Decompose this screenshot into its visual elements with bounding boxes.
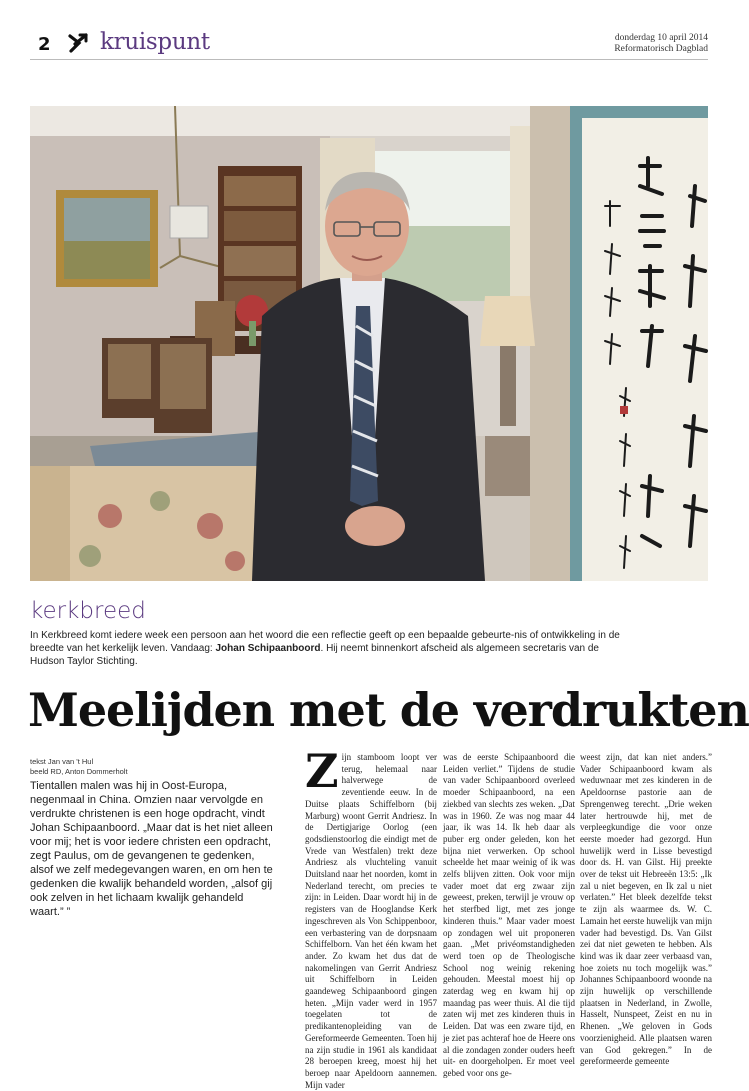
article-column-1: [305, 744, 437, 1091]
rubric-intro-name: Johan Schipaanboord: [215, 643, 321, 654]
page-header: [30, 30, 708, 60]
article-lead: Tientallen malen was hij in Oost-Europa, negenmaal in China. Omzien naar vervolgde en verdrukte christenen is een hoge opdracht, vindt Johan Schipaanboord. „Maar dat is het niet alleen voor mij; het is voor iedere christen een opdracht, zegt Paulus, om de gevangenen te gedenken, alsof we zelf medegevangen waren, en om hen te gedenken die kwalijk behandeld worden, „alsof gij ook zelven in het lichaam kwalijk gehandeld waart.” ”: [30, 780, 273, 918]
credit-image: beeld RD, Anton Dommerholt: [30, 767, 128, 776]
article-credits: [30, 757, 128, 777]
issue-date-block: [614, 33, 708, 55]
portrait-photo: [30, 106, 708, 581]
article-headline: Meelijden met de verdrukten: [28, 683, 749, 737]
rubric-title: kerkbreed: [30, 598, 146, 624]
portrait-photo-illustration: [30, 106, 708, 581]
issue-date: donderdag 10 april 2014: [614, 33, 708, 43]
kruispunt-arrow-icon: [67, 32, 89, 54]
rubric-intro-text: In Kerkbreed komt iedere week een persoon aan het woord die een reflectie geeft op een bepaalde gebeurte-nis of ontwikkeling in de breedte van het kerkelijk leven. Vandaag:: [30, 630, 620, 654]
article-column-2-text: was de eerste Schipaanboord die Leiden verliet.” Tijdens de studie van vader Schipaanboord overleed moeder Schipaanboord, na een ziekbed van slechts zes weken. „Dat was in 1960. Ze was nog maar 44 jaar, ik was 14. Ik heb daar als puber erg onder geleden, kon het bijna niet verwerken. Op school scheelde het maar weinig of ik was zelfs blijven zitten. Ook voor mijn vader moet dat erg zwaar zijn geweest, preken, terwijl je vrouw op het sterfbed ligt, met zes jonge kinderen thuis.” Maar vader moest op zondagen wel uit proponeren gaan. „Met privéomstandigheden werd toen op de Theologische School nog weinig rekening gehouden. Meestal moest hij op zaterdag weg en kwam hij op maandag pas weer thuis. Al die tijd zaten wij met zes kinderen thuis in Leiden. Dat was een zware tijd, en je ziet pas achteraf hoe de Heere ons al die zondagen zonder ouders heeft uit- en doorgeholpen. Er moet veel gebed voor ons ge-: [443, 752, 575, 1078]
article-column-3-text: weest zijn, dat kan niet anders.” Vader Schipaanboord kwam als weduwnaar met zes kinderen in de Apeldoornse pastorie aan de Sprengenweg terecht. „Drie weken later hertrouwde hij, met de verpleegkundige die voor onze eerste moeder had gezorgd. Hun huwelijk werd in Lisse bevestigd door ds. H. van Gilst. Hij preekte over de tekst uit Hebreeën 13:5: „Ik zal u niet begeven, en Ik zal u niet verlaten.” Het bleek dezelfde tekst te zijn als waarmee ds. W. C. Lamain het eerste huwelijk van mijn vader had bevestigd. Ds. Van Gilst zei dat niet geweten te hebben. Als kind was ik daar zeer verbaasd van, hoe zoiets nu toch mogelijk was.” Johannes Schipaanboord woonde na zijn huwelijk op verschillende plaatsen in Nederland, in Zwolle, Hasselt, Nunspeet, Zeist en nu in Rhenen. „We geloven in Gods voorzienigheid. Alle plaatsen waren van God gekregen.” In de gereformeerde gemeente: [580, 752, 712, 1067]
rubric-intro-tail: . Hij neemt binnenkort afscheid als algemeen secretaris van de Hudson Taylor Stichting.: [30, 643, 599, 667]
page-number: 2: [38, 34, 51, 55]
article-column-2: [443, 752, 575, 1080]
credit-text: tekst Jan van 't Hul: [30, 757, 94, 766]
drop-cap: Z: [305, 744, 339, 798]
article-column-3: [580, 752, 712, 1068]
section-title: kruispunt: [100, 29, 210, 55]
publication-name: Reformatorisch Dagblad: [614, 44, 708, 54]
article-column-1-text: ijn stamboom loopt ver terug, helemaal naar halverwege de zeventiende eeuw. In de Duitse plaats Schiffelborn (bij Marburg) woont Gerrit Andriesz. In de Dertigjarige Oorlog (een godsdienstoorlog die eindigt met de Vrede van Westfalen) trekt deze Andriesz als vluchteling vanuit Duitsland naar het noorden, komt in Nederland terecht, om precies te zijn: in Leiden. Daar wordt hij in de registers van de Hooglandse Kerk ingeschreven als Von Schippenboor, een verbastering van de dorpsnaam Schiffelborn. Van het één kwam het ander. Zo kwam het dus dat de nakomelingen van Gerrit Andriesz uit Schiffelborn in Leiden gaandeweg Schipaanboord gingen heten. „Mijn vader werd in 1957 toegelaten tot de predikantenopleiding van de Gereformeerde Gemeenten. Toen hij na zijn studie in 1961 als kandidaat 28 beroepen kreeg, moest hij het beroep naar Apeldoorn aannemen. Mijn vader: [305, 752, 437, 1090]
rubric-intro: [30, 629, 630, 668]
